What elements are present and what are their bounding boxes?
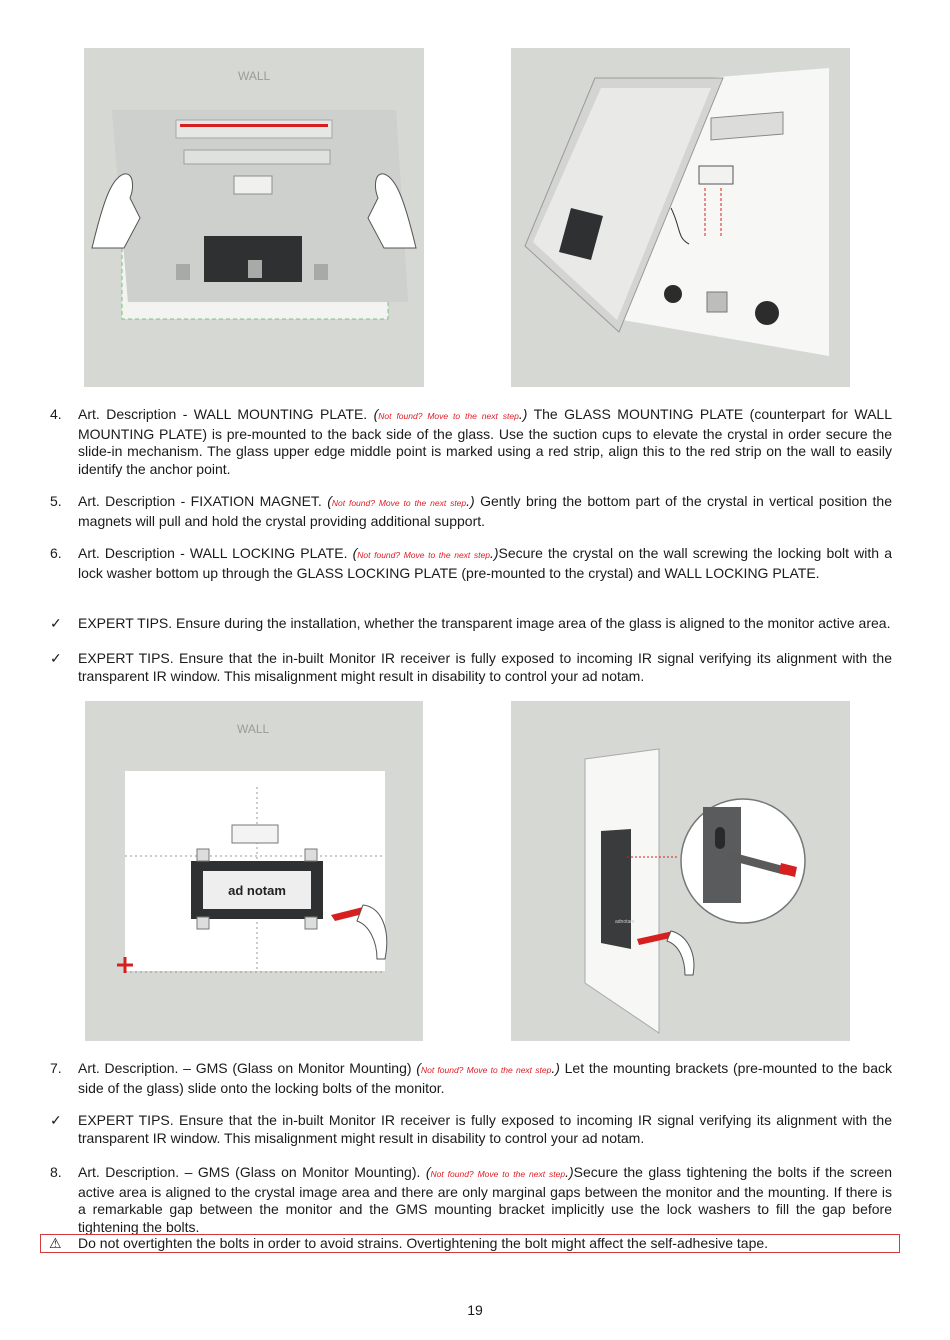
step-lead: Art. Description. – GMS (Glass on Monitor Mounting). — [78, 1164, 426, 1180]
wall-label: WALL — [237, 722, 270, 736]
tip-text: EXPERT TIPS. Ensure that the in-built Monitor IR receiver is fully exposed to incoming IR signal verifying its alignment with the transparent IR window. This misalignment might result in disability to control your ad notam. — [78, 1112, 892, 1146]
step-5 — [50, 493, 892, 530]
figure-gms-bolt-detail — [511, 701, 850, 1041]
not-found-open: ( — [425, 1164, 431, 1180]
figure-wall-locking-plate — [85, 701, 423, 1041]
page-number: 19 — [467, 1302, 483, 1318]
step-text: Secure the glass tightening the bolts if the screen active area is aligned to the crystal image area and there are only marginal gaps between the monitor and the mounting. If there is a remarkable gap between the monitor and the GMS mounting bracket implicitly use the lock washers to fill the gap before tightening the bolts. — [78, 1164, 892, 1235]
step-text: Gently bring the bottom part of the crystal in vertical position the magnets will pull and hold the crystal providing additional support. — [78, 493, 892, 529]
check-icon: ✓ — [50, 615, 62, 631]
not-found-open: ( — [352, 545, 358, 561]
tip-text: EXPERT TIPS. Ensure during the installation, whether the transparent image area of the glass is aligned to the monitor active area. — [78, 615, 891, 631]
monitor-brand-small: adnotam — [615, 919, 635, 925]
not-found-close: .) — [466, 493, 475, 509]
not-found-open: ( — [327, 493, 332, 509]
not-found-link[interactable]: Not found? Move to the next step — [331, 498, 467, 508]
expert-tip-3 — [50, 1112, 892, 1147]
not-found-link[interactable]: Not found? Move to the next step — [378, 411, 519, 421]
step-number: 6. — [50, 545, 62, 561]
expert-tip-1 — [50, 615, 892, 633]
step-lead: Art. Description. – GMS (Glass on Monitor Mounting) — [78, 1060, 417, 1076]
step-number: 8. — [50, 1164, 62, 1180]
not-found-close: .) — [565, 1164, 574, 1180]
step-6 — [50, 545, 892, 582]
step-lead: Art. Description - WALL LOCKING PLATE. — [78, 545, 353, 561]
wall-label: WALL — [238, 69, 271, 83]
step-number: 5. — [50, 493, 62, 509]
step-8 — [50, 1164, 892, 1236]
not-found-open: ( — [373, 406, 379, 422]
check-icon: ✓ — [50, 650, 62, 666]
step-7 — [50, 1060, 892, 1097]
step-4 — [50, 406, 892, 478]
not-found-link[interactable]: Not found? Move to the next step — [357, 550, 490, 560]
step-text: Secure the crystal on the wall screwing the locking bolt with a lock washer bottom up through the GLASS LOCKING PLATE (pre-mounted to the crystal) and WALL LOCKING PLATE. — [78, 545, 892, 581]
step-number: 7. — [50, 1060, 62, 1076]
not-found-open: ( — [416, 1060, 421, 1076]
not-found-link[interactable]: Not found? Move to the next step — [420, 1065, 552, 1075]
step-text: The GLASS MOUNTING PLATE (counterpart for WALL MOUNTING PLATE) is pre-mounted to the back side of the glass. Use the suction cups to elevate the crystal in order secure the slide-in mechanism. The glass upper edge middle point is marked using a red strip, align this to the red strip on the wall to easily identify the anchor point. — [78, 406, 892, 477]
step-number: 4. — [50, 406, 62, 422]
step-lead: Art. Description - FIXATION MAGNET. — [78, 493, 328, 509]
not-found-close: .) — [489, 545, 499, 561]
not-found-close: .) — [551, 1060, 560, 1076]
step-lead: Art. Description - WALL MOUNTING PLATE. — [78, 406, 374, 422]
monitor-brand: ad notam — [228, 883, 286, 898]
tip-text: EXPERT TIPS. Ensure that the in-built Monitor IR receiver is fully exposed to incoming IR signal verifying its alignment with the transparent IR window. This misalignment might result in disability to control your ad notam. — [78, 650, 892, 684]
warning-text: Do not overtighten the bolts in order to avoid strains. Overtightening the bolt might affect the self-adhesive tape. — [78, 1235, 769, 1251]
not-found-link[interactable]: Not found? Move to the next step — [430, 1169, 566, 1179]
warning-box — [40, 1234, 900, 1253]
warning-icon: ⚠ — [49, 1235, 62, 1251]
check-icon: ✓ — [50, 1112, 62, 1128]
not-found-close: .) — [518, 406, 528, 422]
figure-glass-on-wall-front — [84, 48, 424, 387]
expert-tip-2 — [50, 650, 892, 685]
step-text: Let the mounting brackets (pre-mounted to the back side of the glass) slide onto the locking bolts of the monitor. — [78, 1060, 893, 1096]
figure-glass-tilted-perspective — [511, 48, 850, 387]
